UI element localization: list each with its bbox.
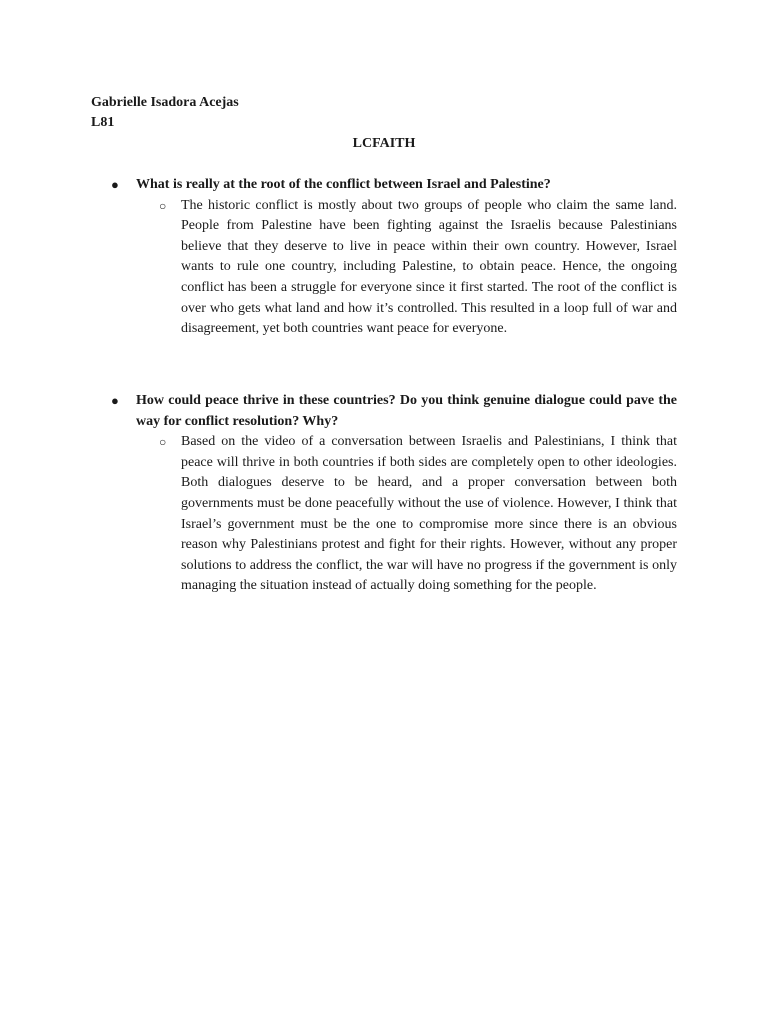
section-code: L81	[91, 115, 115, 130]
bullet-icon: ●	[111, 177, 119, 192]
bullet-icon: ●	[111, 393, 119, 408]
question-block-2	[91, 391, 677, 597]
sub-bullet-icon: ○	[159, 198, 167, 213]
question-row-1	[91, 175, 677, 196]
question-block-1	[91, 175, 677, 340]
question-row-2	[91, 391, 677, 432]
answer-row-1	[91, 196, 677, 340]
answer-2: Based on the video of a conversation between Israelis and Palestinians, I think that peace will thrive in both countries if both sides are completely open to other ideologies. Both dialogues deserve to be heard, and a proper conversation between both governments must be done peacefully without the use of violence. However, I think that Israel’s government must be the one to compromise more since there is an obvious reason why Palestinians protest and fight for their rights. However, without any proper solutions to address the conflict, the war will have no progress if the government is only managing the situation instead of actually doing something for the people.	[181, 434, 677, 594]
answer-row-2	[91, 432, 677, 597]
question-2: How could peace thrive in these countries? Do you think genuine dialogue could pave the way for conflict resolution? Why?	[136, 393, 677, 429]
document-title: LCFAITH	[352, 136, 416, 151]
author-name: Gabrielle Isadora Acejas	[91, 95, 239, 110]
answer-1: The historic conflict is mostly about two groups of people who claim the same land. People from Palestine have been fighting against the Israelis because Palestinians believe that they deserve to live in peace within their own country. However, Israel wants to rule one country, including Palestine, to obtain peace. Hence, the ongoing conflict has been a struggle for everyone since it first started. The root of the conflict is over who gets what land and how it’s controlled. This resulted in a loop full of war and disagreement, yet both countries want peace for everyone.	[181, 197, 677, 337]
question-1: What is really at the root of the conflict between Israel and Palestine?	[136, 177, 551, 192]
sub-bullet-icon: ○	[159, 435, 167, 450]
